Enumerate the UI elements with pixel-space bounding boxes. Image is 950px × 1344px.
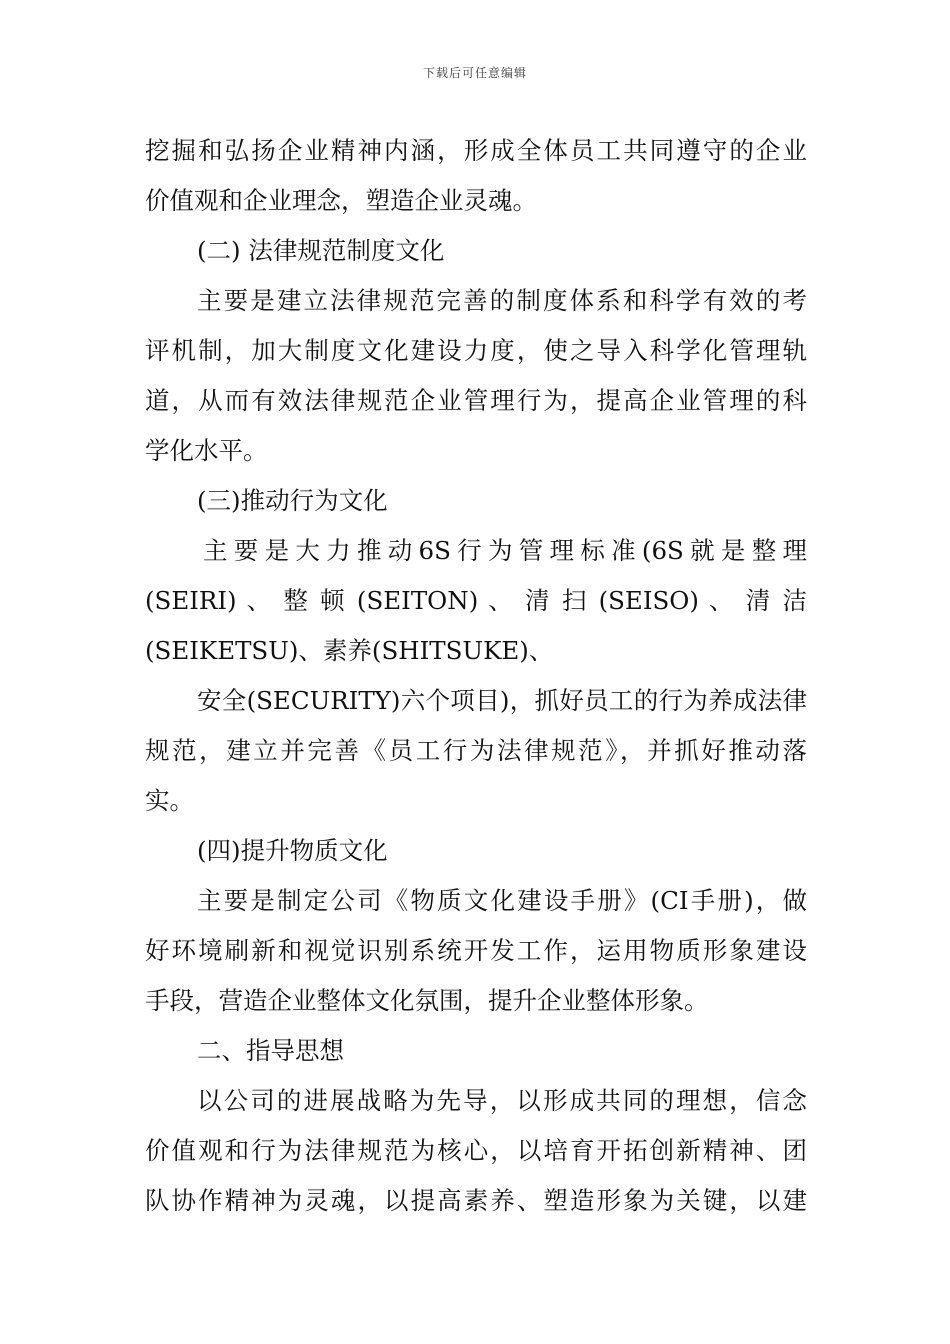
text-line-16: 主要是制定公司《物质文化建设手册》(CI手册)，做 bbox=[197, 886, 807, 915]
page-header: 下载后可任意编辑 bbox=[422, 66, 527, 80]
chapter-heading-guiding-ideology: 二、指导思想 bbox=[197, 1036, 344, 1065]
section-heading-2: (二) 法律规范制度文化 bbox=[197, 236, 445, 265]
text-line-20: 以公司的进展战略为先导，以形成共同的理想，信念 bbox=[197, 1086, 807, 1115]
text-line-22: 队协作精神为灵魂，以提高素养、塑造形象为关键，以建 bbox=[145, 1186, 807, 1215]
text-line-21: 价值观和行为法律规范为核心，以培育开拓创新精神、团 bbox=[145, 1136, 807, 1165]
section-heading-4: (四)提升物质文化 bbox=[197, 836, 388, 865]
text-line-6: 道，从而有效法律规范企业管理行为，提高企业管理的科 bbox=[145, 386, 807, 415]
text-line-7: 学化水平。 bbox=[145, 436, 268, 465]
text-line-11: (SEIKETSU)、素养(SHITSUKE)、 bbox=[145, 636, 554, 665]
text-line-13: 规范，建立并完善《员工行为法律规范》，并抓好推动落 bbox=[145, 736, 807, 765]
text-line-9: 主要是大力推动6S行为管理标准(6S就是整理 bbox=[203, 536, 807, 565]
text-line-18: 手段，营造企业整体文化氛围，提升企业整体形象。 bbox=[145, 986, 709, 1015]
document-body bbox=[145, 130, 807, 1230]
text-line-10: (SEIRI) 、 整 顿 (SEITON) 、 清 扫 (SEISO) 、 清 洁 bbox=[145, 586, 807, 615]
text-line-17: 好环境刷新和视觉识别系统开发工作，运用物质形象建设 bbox=[145, 936, 807, 965]
text-line-2: 价值观和企业理念，塑造企业灵魂。 bbox=[145, 186, 537, 215]
text-line-5: 评机制，加大制度文化建设力度，使之导入科学化管理轨 bbox=[145, 336, 807, 365]
text-line-14: 实。 bbox=[145, 786, 194, 815]
text-line-1: 挖掘和弘扬企业精神内涵，形成全体员工共同遵守的企业 bbox=[145, 136, 807, 165]
text-line-12: 安全(SECURITY)六个项目)，抓好员工的行为养成法律 bbox=[197, 686, 807, 715]
section-heading-3: (三)推动行为文化 bbox=[197, 486, 388, 515]
text-line-4: 主要是建立法律规范完善的制度体系和科学有效的考 bbox=[197, 286, 807, 315]
